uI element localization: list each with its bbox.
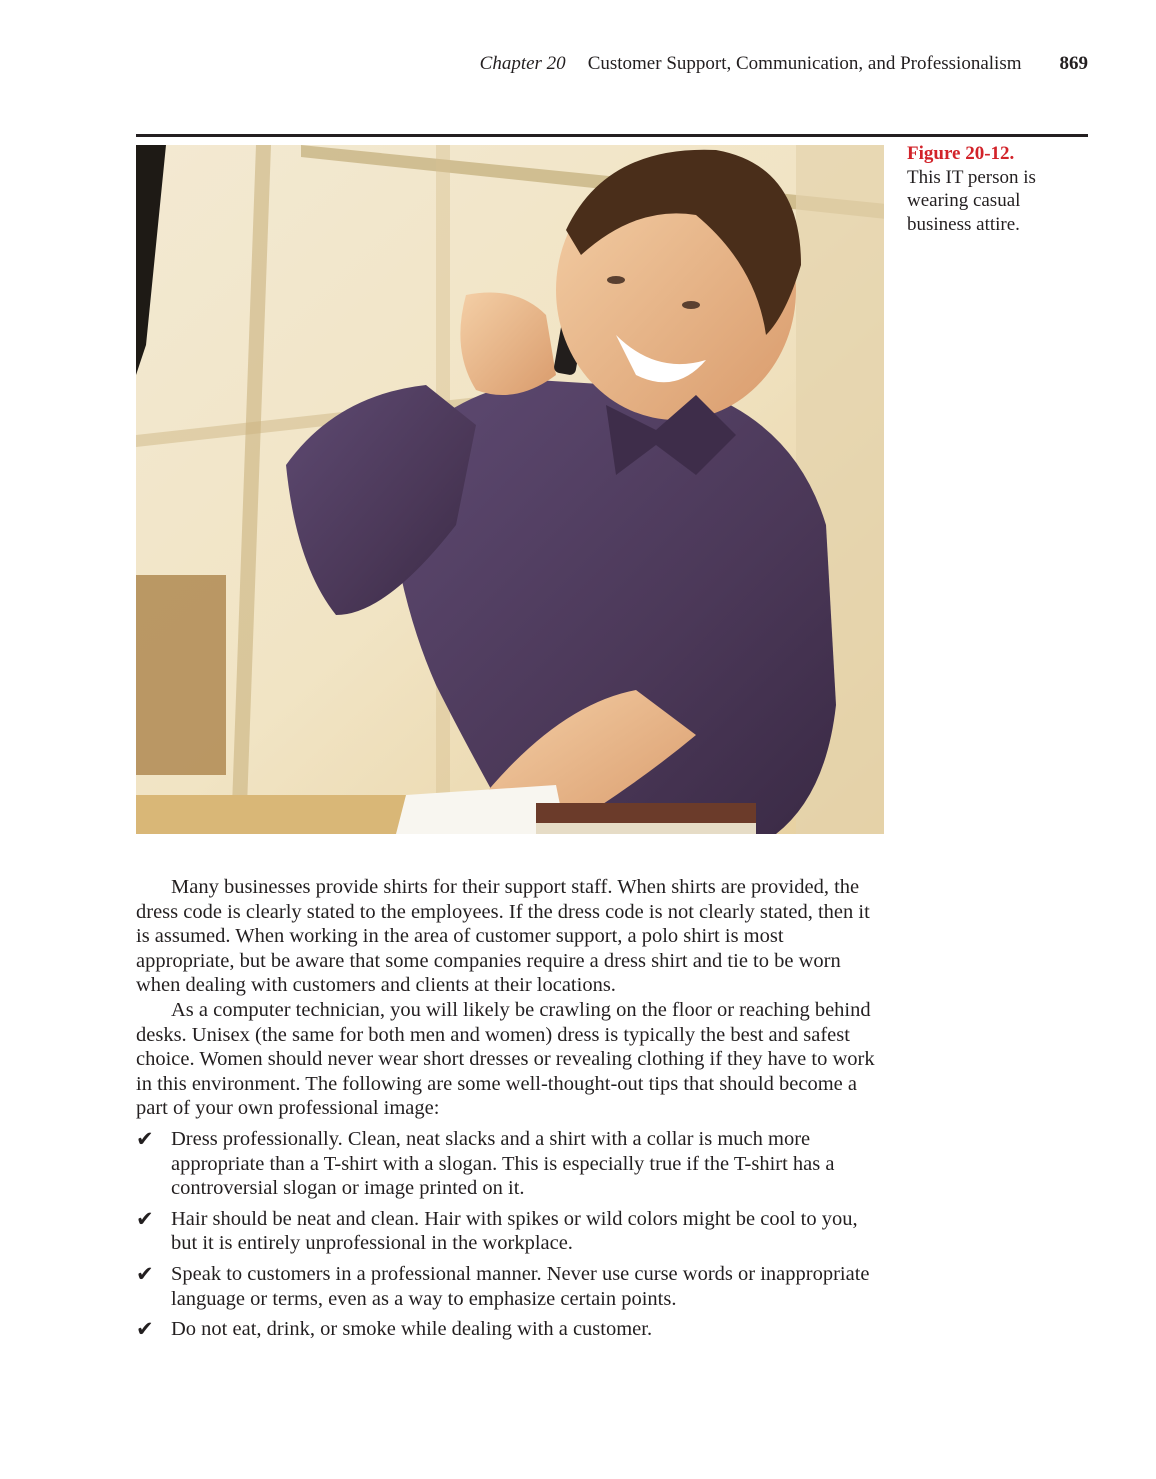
list-item-text: Dress professionally. Clean, neat slacks and a shirt with a collar is much more appropriate than a T-shirt with a slogan. This is especially true if the T-shirt has a controversial slogan or image printed on it. <box>171 1127 835 1200</box>
caption-text: This IT person is wearing casual business attire. <box>907 166 1036 235</box>
list-item <box>136 1262 886 1311</box>
chapter-label: Chapter 20 <box>479 53 566 74</box>
paragraph: As a computer technician, you will likely be crawling on the floor or reaching behind desks. Unisex (the same for both men and women) dress is typically the best and safest choice. Women should never wear short dresses or revealing clothing if they have to work in this environment. The following are some well-thought-out tips that should become a part of your own professional image: <box>136 998 875 1120</box>
paragraph: Many businesses provide shirts for their support staff. When shirts are provided, the dress code is clearly stated to the employees. If the dress code is not clearly stated, then it is assumed. When working in the area of customer support, a polo shirt is most appropriate, but be aware that some companies require a dress shirt and tie to be worn when dealing with customers and clients at their locations. <box>136 876 870 997</box>
page-number: 869 <box>1059 53 1088 74</box>
figure-photo <box>136 145 884 834</box>
list-item-text: Hair should be neat and clean. Hair with spikes or wild colors might be cool to you, but it is entirely unprofessional in the workplace. <box>171 1207 858 1255</box>
tips-list <box>136 1127 886 1342</box>
figure-caption <box>907 142 1087 236</box>
running-head <box>0 52 1088 76</box>
list-item-text: Do not eat, drink, or smoke while dealing with a customer. <box>171 1318 653 1341</box>
horizontal-rule <box>136 134 1088 137</box>
chapter-title: Customer Support, Communication, and Professionalism <box>587 53 1022 74</box>
checkmark-icon: ✔ <box>136 1206 154 1231</box>
list-item <box>136 1207 886 1256</box>
figure-label: Figure 20-12. <box>907 143 1015 164</box>
body-text <box>136 875 886 1342</box>
list-item <box>136 1317 886 1342</box>
list-item-text: Speak to customers in a professional manner. Never use curse words or inappropriate language or terms, even as a way to emphasize certain points. <box>171 1262 870 1310</box>
photo-illustration <box>136 145 884 834</box>
checkmark-icon: ✔ <box>136 1317 154 1342</box>
checkmark-icon: ✔ <box>136 1261 154 1286</box>
list-item <box>136 1127 886 1201</box>
checkmark-icon: ✔ <box>136 1126 154 1151</box>
